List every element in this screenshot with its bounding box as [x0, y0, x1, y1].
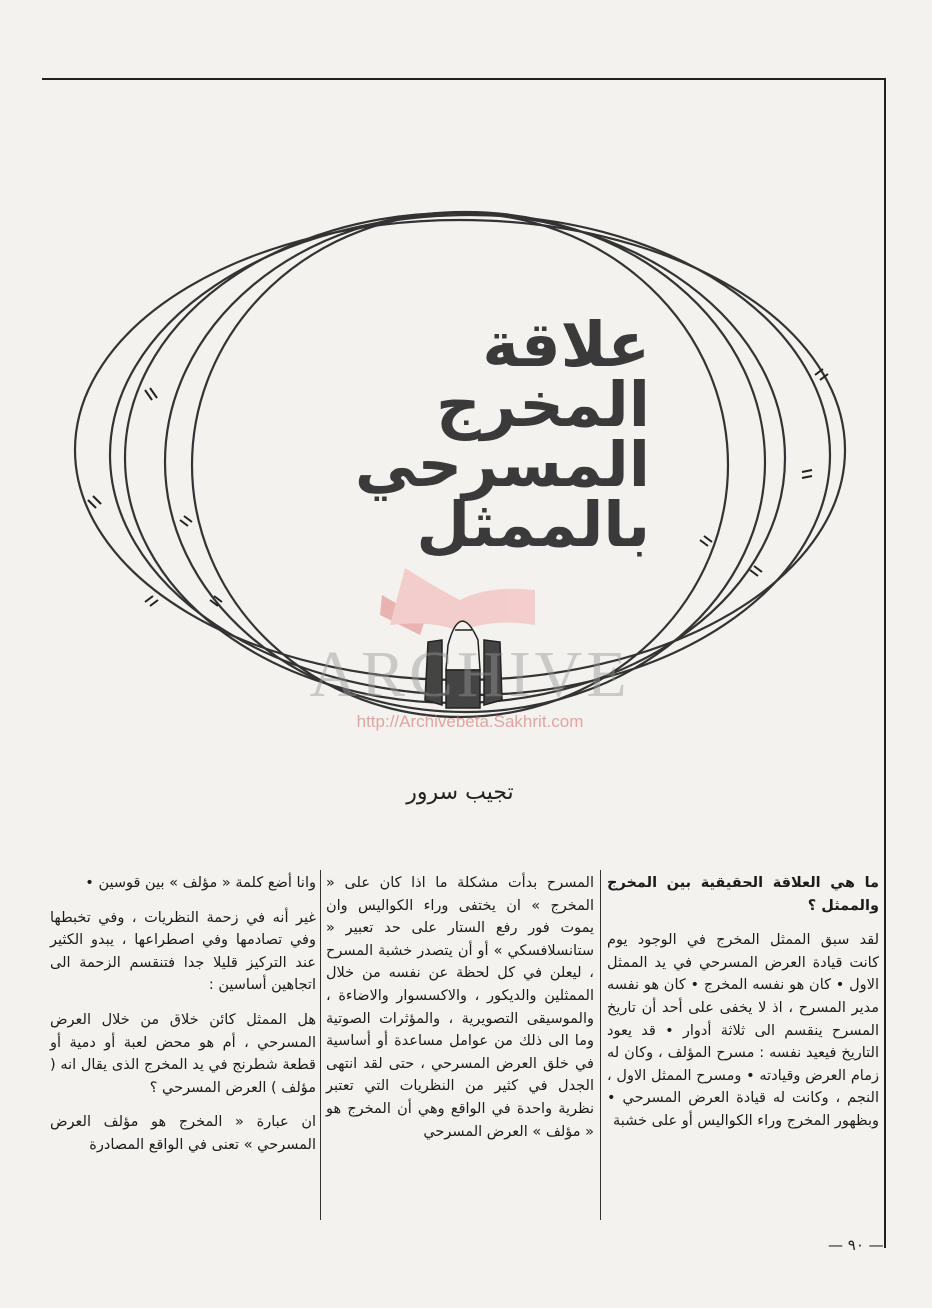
title-line-4: بالممثل	[416, 488, 650, 561]
title-line-2: المخرج	[435, 368, 650, 441]
watermark-word: ARCHIVE	[309, 638, 631, 711]
text-column-right	[607, 872, 879, 1145]
paragraph: المسرح بدأت مشكلة ما اذا كان على « المخرج » ان يختفى وراء الكواليس وان يموت فور رفع الستار على حد تعبير « ستانسلافسكي » أو أن يتصدر خشبة المسرح ، ليعلن في كل لحظة عن نفسه من خلال الممثلين والديكور ، والاكسسوار والاضاءة ، والموسيقى التصويرية ، والمؤثرات الصوتية وما الى ذلك من عوامل مساعدة أو أساسية في خلق العرض المسرحي ، حتى لقد انتهى الجدل في كثير من النظريات التي تعتبر نظرية واحدة في الواقع وهي أن المخرج هو « مؤلف » العرض المسرحي	[326, 875, 594, 1140]
article-title	[290, 308, 650, 565]
paragraph: لقد سبق الممثل المخرج في الوجود يوم كانت قيادة العرض المسرحي في يد الممثل الاول • كان هو نفسه المخرج • كان هو نفسه مدير المسرح ، اذ لا يخفى على أحد أن تاريخ المسرح ينقسم الى ثلاثة أدوار • قد يعود التاريخ فيعيد نفسه : مسرح المؤلف ، وكان له زمام العرض وقيادته • ومسرح الممثل الاول ، النجم ، وكانت له قيادة العرض المسرحي • وبظهور المخرج وراء الكواليس أو على خشبة	[607, 932, 879, 1129]
text-column-middle	[326, 872, 594, 1155]
paragraph: ان عبارة « المخرج هو مؤلف العرض المسرحي » تعنى في الواقع المصادرة	[50, 1114, 316, 1153]
column-divider	[600, 870, 601, 1220]
column-divider	[320, 870, 321, 1220]
author-name: تجيب سرور	[406, 780, 514, 805]
paragraph: وانا أضع كلمة « مؤلف » بين قوسين •	[85, 875, 316, 891]
watermark-url: http://Archivebeta.Sakhrit.com	[356, 712, 584, 731]
page-number: — ٩٠ —	[828, 1236, 884, 1254]
title-line-1: علاقة	[482, 308, 650, 381]
paragraph: هل الممثل كائن خلاق من خلال العرض المسرحي ، أم هو محض لعبة أو دمية أو قطعة شطرنج في يد المخرج الذى يقال انه ( مؤلف ) العرض المسرحي ؟	[50, 1011, 316, 1096]
paragraph: ما هي العلاقة الحقيقية بين المخرج والممثل ؟	[607, 875, 879, 914]
paragraph: غير أنه في زحمة النظريات ، وفي تخبطها وفي تصادمها وفي اصطراعها ، يبدو الكثير عند التركيز قليلا جدا فتنقسم الزحمة الى اتجاهين أساسين :	[50, 909, 316, 994]
title-line-3: المسرحي	[354, 428, 650, 501]
text-column-left	[50, 872, 316, 1169]
